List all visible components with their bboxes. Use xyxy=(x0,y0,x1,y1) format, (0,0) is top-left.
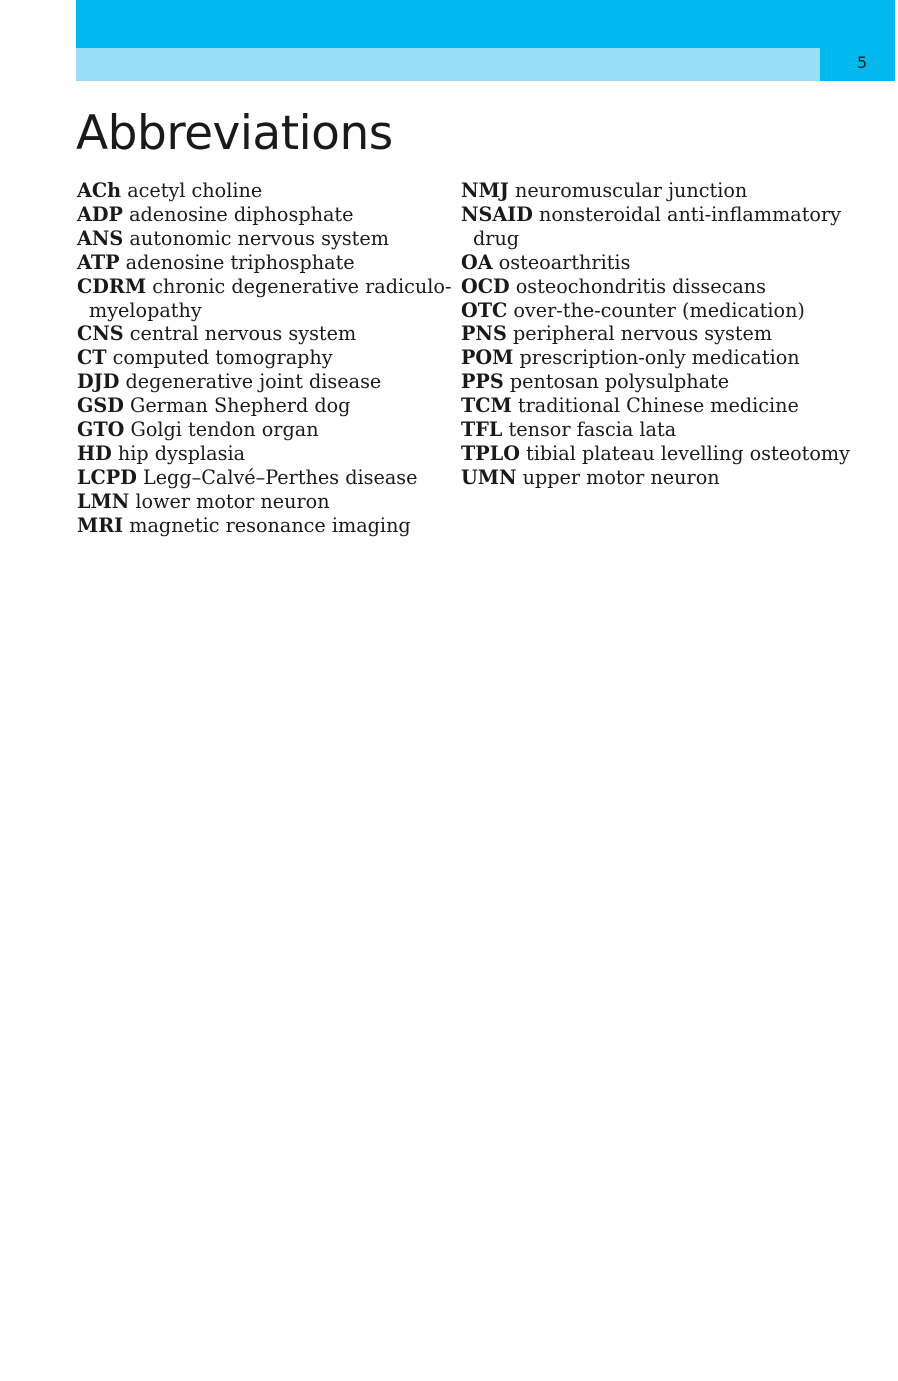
abbreviation-entry xyxy=(77,251,452,275)
abbreviation-definition: magnetic resonance imaging xyxy=(129,513,411,537)
abbreviation-list-right xyxy=(461,179,881,490)
abbreviation-definition: German Shepherd dog xyxy=(130,394,351,418)
abbreviation-term: LMN xyxy=(77,489,130,513)
abbreviation-entry xyxy=(77,466,452,490)
abbreviation-term: DJD xyxy=(77,370,120,394)
abbreviation-term: ACh xyxy=(77,179,122,202)
abbreviation-entry xyxy=(77,322,452,346)
abbreviation-entry xyxy=(461,418,881,442)
abbreviation-term: OTC xyxy=(461,298,508,322)
abbreviation-entry xyxy=(77,346,452,370)
abbreviation-definition: peripheral nervous system xyxy=(512,322,773,346)
abbreviation-term: HD xyxy=(77,441,112,465)
abbreviation-term: UMN xyxy=(461,465,517,489)
abbreviation-entry xyxy=(461,466,881,490)
abbreviation-definition: adenosine diphosphate xyxy=(129,202,354,226)
abbreviation-entry xyxy=(77,275,452,323)
abbreviation-entry xyxy=(461,299,881,323)
abbreviation-term: OCD xyxy=(461,274,510,298)
abbreviation-entry xyxy=(77,394,452,418)
abbreviation-definition: acetyl choline xyxy=(127,179,263,202)
abbreviation-definition: upper motor neuron xyxy=(522,465,720,489)
abbreviation-definition: chronic degenerative radiculo-myelopathy xyxy=(89,274,452,322)
abbreviation-term: POM xyxy=(461,346,514,370)
abbreviation-definition: lower motor neuron xyxy=(135,489,330,513)
abbreviation-definition: pentosan polysulphate xyxy=(509,370,730,394)
abbreviation-entry xyxy=(461,203,881,251)
abbreviation-definition: central nervous system xyxy=(129,322,357,346)
abbreviation-entry xyxy=(461,370,881,394)
abbreviation-entry xyxy=(77,179,452,203)
abbreviation-term: CT xyxy=(77,346,107,370)
abbreviation-term: PPS xyxy=(461,370,504,394)
abbreviation-term: ATP xyxy=(77,250,120,274)
abbreviation-term: TCM xyxy=(461,394,512,418)
abbreviation-entry xyxy=(77,418,452,442)
abbreviation-term: MRI xyxy=(77,513,124,537)
abbreviation-entry xyxy=(461,442,881,466)
abbreviation-definition: traditional Chinese medicine xyxy=(517,394,799,418)
header-band xyxy=(76,0,895,48)
abbreviation-list-left xyxy=(77,179,452,538)
abbreviation-definition: hip dysplasia xyxy=(117,441,246,465)
abbreviation-entry xyxy=(461,251,881,275)
abbreviation-entry xyxy=(77,490,452,514)
header-subband xyxy=(76,48,820,81)
abbreviation-definition: neuromuscular junction xyxy=(514,179,748,202)
abbreviation-entry xyxy=(77,442,452,466)
page-title: Abbreviations xyxy=(76,106,393,161)
abbreviation-definition: Golgi tendon organ xyxy=(130,418,319,442)
abbreviation-term: LCPD xyxy=(77,465,137,489)
abbreviation-definition: nonsteroidal anti-inflammatory drug xyxy=(473,202,841,250)
abbreviation-term: ADP xyxy=(77,202,123,226)
abbreviation-term: TFL xyxy=(461,418,503,442)
abbreviation-entry xyxy=(77,227,452,251)
abbreviation-entry xyxy=(461,179,881,203)
abbreviation-entry xyxy=(461,394,881,418)
abbreviation-definition: tibial plateau levelling osteotomy xyxy=(526,441,850,465)
abbreviation-definition: Legg–Calvé–Perthes disease xyxy=(142,465,418,489)
abbreviation-term: NSAID xyxy=(461,202,533,226)
abbreviation-term: OA xyxy=(461,250,493,274)
abbreviation-term: PNS xyxy=(461,322,507,346)
abbreviation-entry xyxy=(461,275,881,299)
abbreviation-entry xyxy=(461,346,881,370)
abbreviation-definition: tensor fascia lata xyxy=(508,418,677,442)
abbreviation-definition: adenosine triphosphate xyxy=(125,250,355,274)
abbreviation-term: CDRM xyxy=(77,274,147,298)
abbreviation-term: NMJ xyxy=(461,179,509,202)
abbreviation-term: CNS xyxy=(77,322,124,346)
abbreviation-definition: degenerative joint disease xyxy=(125,370,382,394)
abbreviation-entry xyxy=(77,203,452,227)
abbreviation-entry xyxy=(77,370,452,394)
abbreviation-term: GTO xyxy=(77,418,125,442)
abbreviation-entry xyxy=(461,322,881,346)
abbreviation-definition: over-the-counter (medication) xyxy=(513,298,805,322)
abbreviation-entry xyxy=(77,514,452,538)
abbreviation-term: TPLO xyxy=(461,441,520,465)
page-number: 5 xyxy=(857,53,868,72)
abbreviation-term: GSD xyxy=(77,394,124,418)
abbreviation-definition: computed tomography xyxy=(112,346,333,370)
abbreviation-term: ANS xyxy=(77,226,124,250)
abbreviation-definition: osteochondritis dissecans xyxy=(515,274,767,298)
abbreviation-definition: osteoarthritis xyxy=(498,250,631,274)
abbreviation-definition: prescription-only medication xyxy=(519,346,800,370)
abbreviation-definition: autonomic nervous system xyxy=(129,226,389,250)
